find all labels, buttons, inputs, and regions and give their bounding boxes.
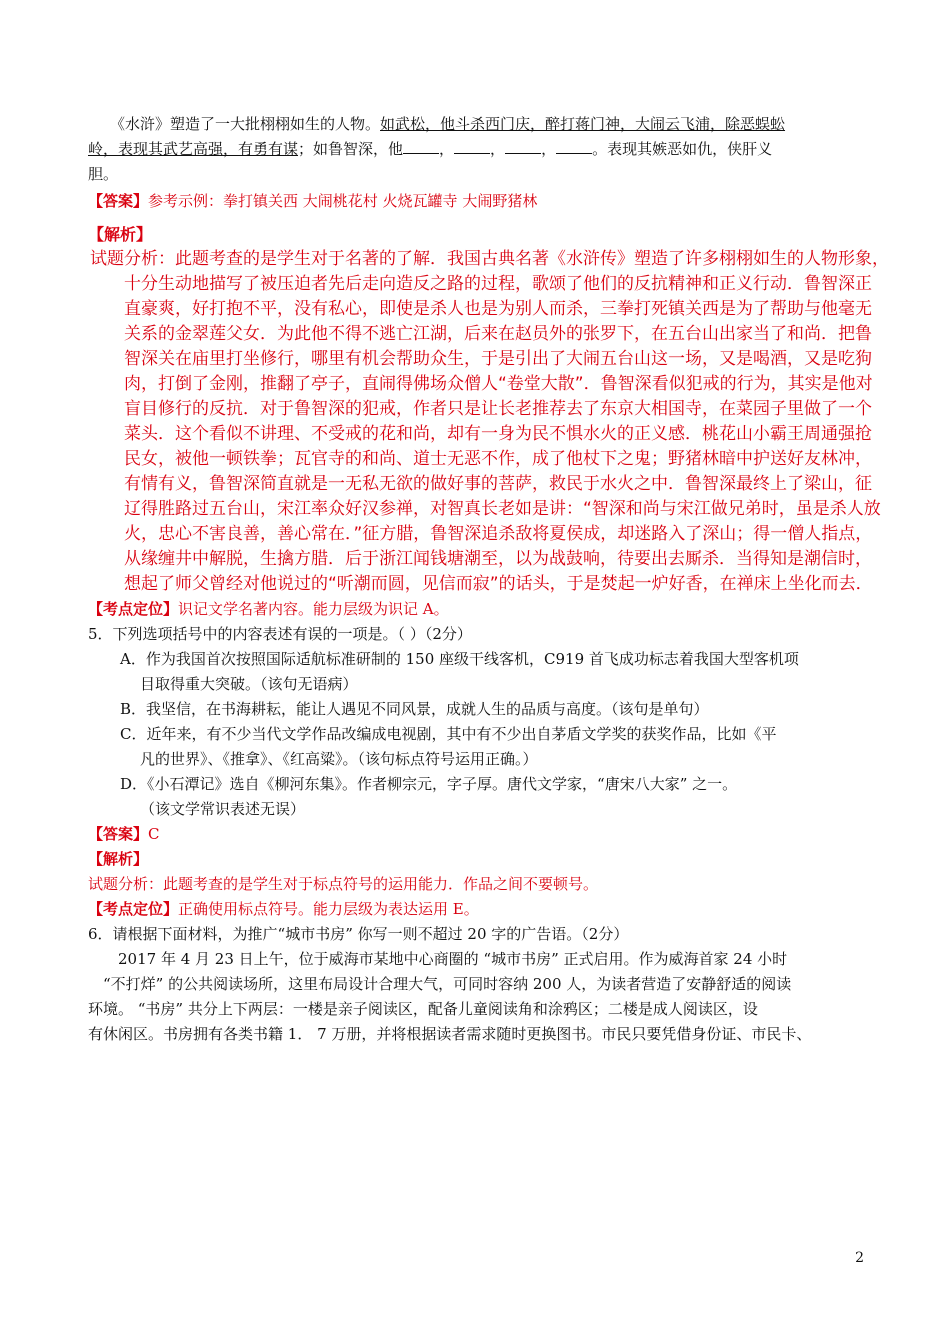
q4-analysis-tag: 【解析】 (88, 225, 153, 244)
answer-tag: 【答案】 (88, 192, 149, 210)
fill-blank-3[interactable] (505, 139, 541, 154)
page-number: 2 (855, 1250, 864, 1266)
analysis-line: 关系的金翠莲父女．为此他不得不逃亡江湖，后来在赵员外的张罗下，在五台山出家当了和尚．把鲁 (124, 324, 872, 344)
locate-text: 正确使用标点符号。能力层级为表达运用 E。 (178, 900, 479, 918)
analysis-line: 菜头．这个看似不讲理、不受戒的花和尚，却有一身为民不惧水火的正义感．桃花山小霸王周通强抢 (124, 424, 872, 444)
locate-tag: 【考点定位】 (88, 600, 179, 618)
intro-line-3: 胆。 (88, 165, 119, 183)
analysis-line: 直豪爽，好打抱不平，没有私心，即使是杀人也是为别人而杀，三拳打死镇关西是为了帮助与他毫无 (124, 299, 872, 319)
analysis-line: 十分生动地描写了被压迫者先后走向造反之路的过程，歌颂了他们的反抗精神和正义行动．鲁智深正 (124, 274, 872, 294)
analysis-line: 有情有义，鲁智深简直就是一无私无欲的做好事的菩萨，救民于水火之中．鲁智深最终上了梁山，征 (124, 474, 872, 494)
q6-material-line: 有休闲区。书房拥有各类书籍 1． 7 万册，并将根据读者需求随时更换图书。市民只要凭借身份证、市民卡、 (88, 1025, 812, 1043)
separator: ， (541, 140, 557, 158)
q5-option-a-cont: 目取得重大突破。（该句无语病） (140, 675, 358, 693)
answer-text: C (148, 825, 160, 843)
intro-plain-a: ；如鲁智深，他 (298, 140, 404, 158)
q6-material-line: 环境。 “书房” 共分上下两层：一楼是亲子阅读区，配备儿童阅读角和涂鸦区；二楼是成人阅读区，设 (88, 1000, 758, 1018)
q5-option-d[interactable]: D．《小石潭记》选自《柳河东集》。作者柳宗元，字子厚。唐代文学家，“唐宋八大家” 之一。 (120, 775, 738, 793)
document-page (88, 112, 889, 1047)
fill-blank-1[interactable] (403, 139, 439, 154)
q4-locate (88, 597, 863, 622)
intro-line-1 (88, 112, 863, 137)
q4-analysis-body (88, 247, 889, 597)
analysis-line: 辽得胜路过五台山，宋江率众好汉参禅，对智真长老如是讲：“智深和尚与宋江做兄弟时，虽是杀人放 (124, 499, 881, 519)
analysis-line: 火，忠心不害良善，善心常在．”征方腊，鲁智深追杀敌将夏侯成，却迷路入了深山；得一僧人指点， (124, 524, 873, 544)
separator: ， (490, 140, 506, 158)
answer-tag: 【答案】 (88, 825, 149, 843)
answer-text: 参考示例：拳打镇关西 大闹桃花村 火烧瓦罐寺 大闹野猪林 (148, 192, 538, 210)
analysis-line: 肉，打倒了金刚，推翻了亭子，直闹得佛场众僧人“卷堂大散”．鲁智深看似犯戒的行为，其实是他对 (124, 374, 873, 394)
fill-blank-4[interactable] (556, 139, 592, 154)
locate-tag: 【考点定位】 (88, 900, 179, 918)
fill-blank-2[interactable] (454, 139, 490, 154)
locate-text: 识记文学名著内容。能力层级为识记 A。 (178, 600, 449, 618)
intro-underlined-1: 如武松，他斗杀西门庆，醉打蒋门神，大闹云飞浦，除恶蜈蚣 (380, 115, 786, 133)
analysis-line: 试题分析：此题考查的是学生对于名著的了解．我国古典名著《水浒传》塑造了许多栩栩如生的人物形象， (90, 249, 889, 269)
analysis-line: 从缘缠井中解脱，生擒方腊．后于浙江闻钱塘潮至，以为战鼓响，待要出去厮杀．当得知是潮信时， (124, 549, 872, 569)
q6-material-line: “不打烊” 的公共阅读场所，这里布局设计合理大气，可同时容纳 200 人，为读者营造了安静舒适的阅读 (88, 975, 792, 993)
q5-analysis-text: 试题分析：此题考查的是学生对于标点符号的运用能力．作品之间不要顿号。 (88, 875, 599, 893)
q5-locate (88, 897, 863, 922)
q5-option-c-cont: 凡的世界》、《推拿》、《红高粱》。（该句标点符号运用正确。） (140, 750, 538, 768)
analysis-line: 盲目修行的反抗．对于鲁智深的犯戒，作者只是让长老推荐去了东京大相国寺，在菜园子里做了一个 (124, 399, 872, 419)
q6-stem: 6．请根据下面材料，为推广“城市书房” 你写一则不超过 20 字的广告语。（2分） (88, 925, 629, 943)
intro-plain-b: 。表现其嫉恶如仇，侠肝义 (592, 140, 773, 158)
q5-option-d-cont: （该文学常识表述无误） (140, 800, 306, 818)
analysis-line: 民女，被他一顿铁拳；瓦官寺的和尚、道士无恶不作，成了他杖下之鬼；野猪林暗中护送好友林冲， (124, 449, 872, 469)
separator: ， (439, 140, 455, 158)
q5-option-b[interactable]: B．我坚信，在书海耕耘，能让人遇见不同风景，成就人生的品质与高度。（该句是单句） (120, 700, 709, 718)
q5-option-c[interactable]: C．近年来，有不少当代文学作品改编成电视剧，其中有不少出自茅盾文学奖的获奖作品，比如《平 (120, 725, 777, 743)
analysis-line: 智深关在庙里打坐修行，哪里有机会帮助众生，于是引出了大闹五台山这一场，又是喝酒，又是吃狗 (124, 349, 872, 369)
q4-answer (88, 189, 863, 214)
q5-option-a[interactable]: A．作为我国首次按照国际适航标准研制的 150 座级干线客机，C919 首飞成功标志着我国大型客机项 (120, 650, 799, 668)
intro-line-2 (88, 137, 863, 162)
intro-underlined-2: 岭，表现其武艺高强，有勇有谋 (88, 140, 299, 158)
q5-stem: 5．下列选项括号中的内容表述有误的一项是。（ ）（2分） (88, 625, 472, 643)
q5-analysis-tag: 【解析】 (88, 850, 149, 868)
q5-answer (88, 822, 863, 847)
analysis-line: 想起了师父曾经对他说过的“听潮而圆，见信而寂”的话头，于是焚起一炉好香，在禅床上坐化而去． (124, 574, 873, 594)
q6-material-line: 2017 年 4 月 23 日上午，位于威海市某地中心商圈的 “城市书房” 正式启用。作为威海首家 24 小时 (88, 950, 788, 968)
intro-plain: 《水浒》塑造了一大批栩栩如生的人物。 (110, 115, 381, 133)
